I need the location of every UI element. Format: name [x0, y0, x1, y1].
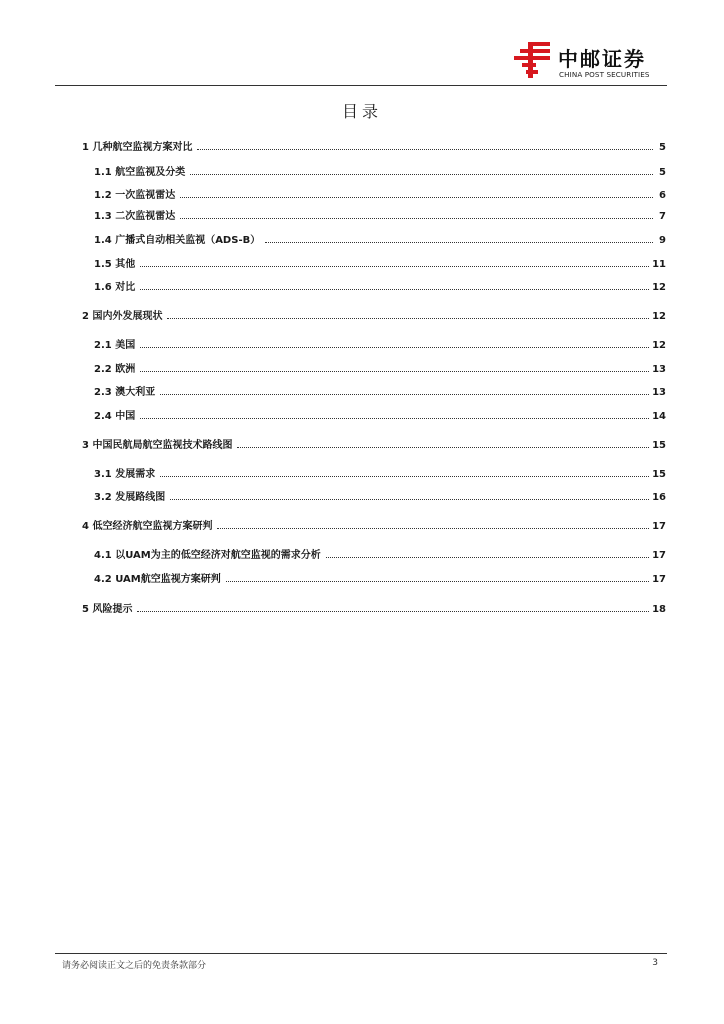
toc-entry-page: 12 [652, 282, 666, 293]
toc-dot-leader [265, 242, 653, 243]
toc-entry-label: 2.2 欧洲 [94, 364, 136, 375]
toc-entry-page: 17 [652, 550, 666, 561]
toc-entry[interactable] [82, 141, 666, 155]
toc-entry-page: 13 [652, 387, 666, 398]
toc-entry[interactable] [82, 439, 666, 453]
toc-entry[interactable] [94, 410, 666, 424]
toc-entry-label: 1.6 对比 [94, 282, 136, 293]
toc-dot-leader [137, 611, 649, 612]
toc-dot-leader [140, 347, 649, 348]
toc-entry[interactable] [94, 363, 666, 377]
toc-entry-label: 2.1 美国 [94, 340, 136, 351]
toc-title: 目录 [341, 102, 382, 121]
toc-entry-label: 4.2 UAM航空监视方案研判 [94, 574, 221, 585]
toc-entry[interactable] [82, 603, 666, 617]
toc-dot-leader [140, 266, 649, 267]
toc-dot-leader [140, 418, 649, 419]
toc-dot-leader [237, 447, 649, 448]
toc-dot-leader [140, 289, 649, 290]
toc-entry-page: 17 [652, 574, 666, 585]
toc-entry-label: 3.1 发展需求 [94, 469, 156, 480]
toc-entry-label: 4 低空经济航空监视方案研判 [82, 521, 213, 532]
toc-entry-page: 5 [659, 167, 666, 178]
toc-entry[interactable] [94, 281, 666, 295]
toc-entry-label: 5 风险提示 [82, 604, 133, 615]
toc-entry[interactable] [94, 258, 666, 272]
toc-entry[interactable] [94, 339, 666, 353]
toc-dot-leader [167, 318, 649, 319]
toc-entry-label: 1.5 其他 [94, 259, 136, 270]
toc-entry[interactable] [94, 210, 666, 224]
toc-entry-label: 2 国内外发展现状 [82, 311, 163, 322]
logo-chinese-name: 中邮证券 [558, 47, 646, 71]
toc-dot-leader [326, 557, 649, 558]
toc-dot-leader [170, 499, 649, 500]
logo-english-name: CHINA POST SECURITIES [559, 70, 650, 79]
toc-entry-label: 1.3 二次监视雷达 [94, 211, 176, 222]
toc-entry-page: 16 [652, 492, 666, 503]
toc-entry-page: 17 [652, 521, 666, 532]
toc-entry[interactable] [94, 549, 666, 563]
toc-entry[interactable] [94, 234, 666, 248]
toc-entry-page: 13 [652, 364, 666, 375]
toc-dot-leader [197, 149, 653, 150]
toc-entry-label: 2.4 中国 [94, 411, 136, 422]
toc-dot-leader [217, 528, 649, 529]
toc-entry-page: 12 [652, 340, 666, 351]
footer-divider [55, 953, 667, 954]
toc-entry-page: 12 [652, 311, 666, 322]
toc-entry-page: 5 [659, 142, 666, 153]
toc-entry-page: 7 [659, 211, 666, 222]
toc-entry-page: 18 [652, 604, 666, 615]
toc-entry[interactable] [94, 386, 666, 400]
toc-entry-label: 2.3 澳大利亚 [94, 387, 156, 398]
toc-entry-label: 1.2 一次监视雷达 [94, 190, 176, 201]
toc-entry-page: 9 [659, 235, 666, 246]
toc-dot-leader [180, 197, 653, 198]
toc-entry-label: 1.4 广播式自动相关监视（ADS-B） [94, 235, 261, 246]
toc-entry-label: 1.1 航空监视及分类 [94, 167, 186, 178]
toc-entry-page: 11 [652, 259, 666, 270]
toc-entry-label: 3.2 发展路线图 [94, 492, 166, 503]
toc-entry-page: 15 [652, 440, 666, 451]
toc-entry[interactable] [94, 491, 666, 505]
toc-entry-label: 3 中国民航局航空监视技术路线图 [82, 440, 233, 451]
toc-entry[interactable] [82, 310, 666, 324]
toc-dot-leader [190, 174, 653, 175]
toc-dot-leader [160, 394, 649, 395]
toc-entry-label: 4.1 以UAM为主的低空经济对航空监视的需求分析 [94, 550, 321, 561]
toc-entry[interactable] [94, 166, 666, 180]
toc-entry[interactable] [82, 520, 666, 534]
toc-dot-leader [226, 581, 649, 582]
toc-dot-leader [140, 371, 649, 372]
toc-dot-leader [180, 218, 653, 219]
footer-page-number: 3 [652, 958, 658, 968]
toc-entry[interactable] [94, 189, 666, 203]
toc-dot-leader [160, 476, 649, 477]
toc-entry-page: 6 [659, 190, 666, 201]
footer-disclaimer: 请务必阅读正文之后的免责条款部分 [62, 961, 207, 971]
toc-entry-label: 1 几种航空监视方案对比 [82, 142, 193, 153]
toc-entry-page: 14 [652, 411, 666, 422]
toc-entry[interactable] [94, 573, 666, 587]
toc-entry[interactable] [94, 468, 666, 482]
toc-entry-page: 15 [652, 469, 666, 480]
